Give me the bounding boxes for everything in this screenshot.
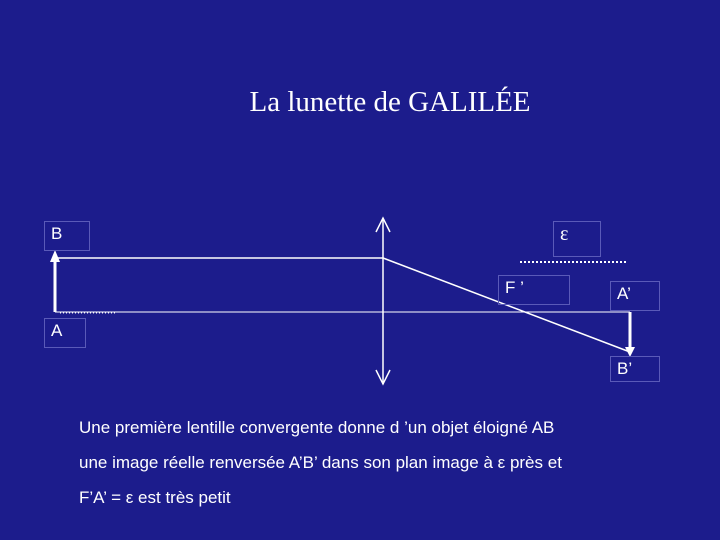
label-a: A	[44, 318, 86, 348]
label-b: B	[44, 221, 90, 251]
object-arrowhead	[50, 250, 60, 262]
ray-through-lens	[383, 258, 630, 352]
explanation-line-3: F’A’ = ε est très petit	[79, 488, 231, 507]
explanation-line-2: une image réelle renversée A’B’ dans son plan image à ε près et	[79, 453, 562, 472]
label-f-prime: F ’	[498, 275, 570, 305]
explanation-text	[79, 410, 699, 515]
label-epsilon: ε	[553, 221, 601, 257]
label-a-prime: A’	[610, 281, 660, 311]
explanation-line-1: Une première lentille convergente donne d ’un objet éloigné AB	[79, 418, 555, 437]
label-b-prime: B’	[610, 356, 660, 382]
slide-title: La lunette de GALILÉE	[249, 86, 531, 118]
